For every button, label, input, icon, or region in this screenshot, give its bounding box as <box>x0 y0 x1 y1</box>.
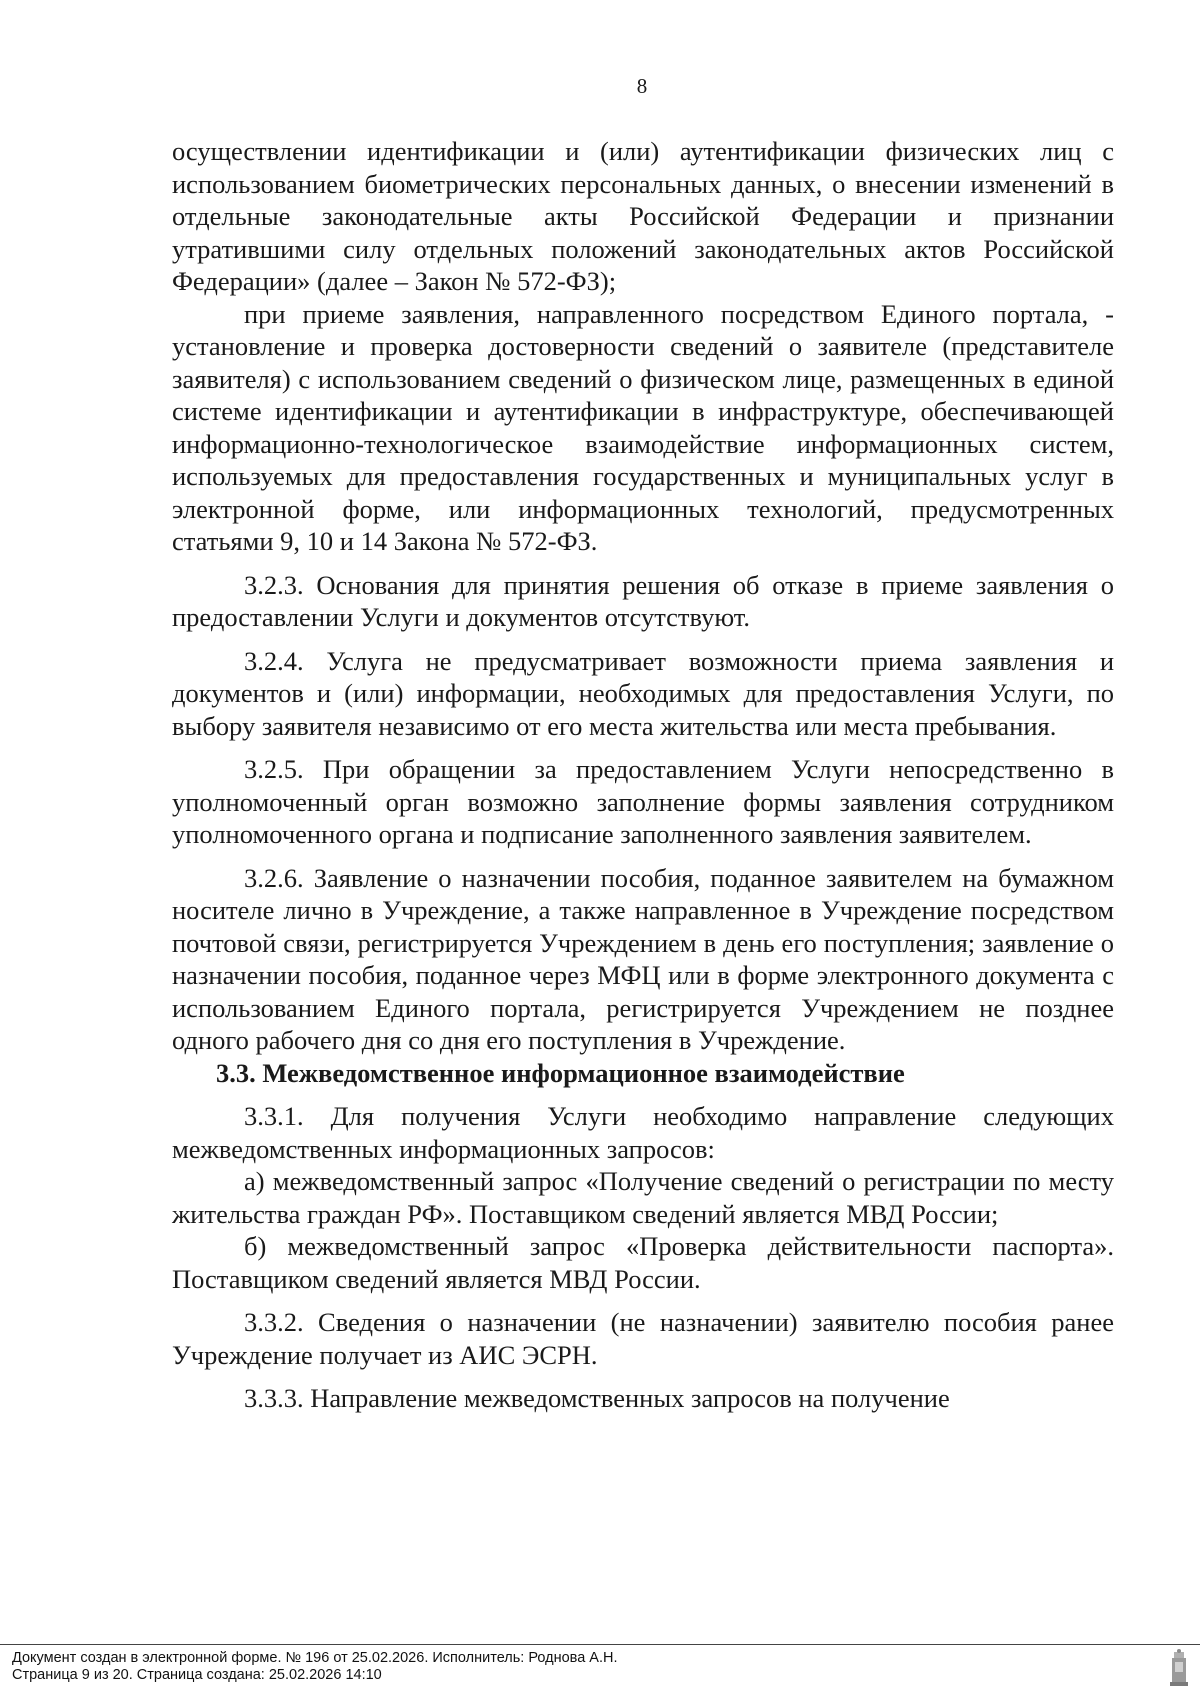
paragraph-3-3-1-b: б) межведомственный запрос «Проверка действительности паспорта». Поставщиком сведений является МВД России. <box>172 1231 1114 1294</box>
document-footer <box>0 1644 1200 1684</box>
paragraph-3-3-1-a: а) межведомственный запрос «Получение сведений о регистрации по месту жительства граждан РФ». Поставщиком сведений является МВД России; <box>172 1166 1114 1229</box>
document-body <box>172 135 1114 1415</box>
paragraph-3-2-6: 3.2.6. Заявление о назначении пособия, поданное заявителем на бумажном носителе лично в Учреждение, а также направленное в Учреждение посредством почтовой связи, регистрируется Учреждением в день его поступления; заявление о назначении пособия, поданное через МФЦ или в форме электронного документа с использованием Единого портала, регистрируется Учреждением не позднее одного рабочего дня со дня его поступления в Учреждение. <box>172 862 1114 1055</box>
footer-page-info: Страница 9 из 20. Страница создана: 25.02.2026 14:10 <box>12 1667 382 1683</box>
paragraph-3-2-4: 3.2.4. Услуга не предусматривает возможности приема заявления и документов и (или) информации, необходимых для предоставления Услуги, по выбору заявителя независимо от его места жительства или места пребывания. <box>172 645 1114 741</box>
paragraph-3-2-5: 3.2.5. При обращении за предоставлением Услуги непосредственно в уполномоченный орган возможно заполнение формы заявления сотрудником уполномоченного органа и подписание заполненного заявления заявителем. <box>172 754 1114 849</box>
paragraph-3-3-1: 3.3.1. Для получения Услуги необходимо направление следующих межведомственных информационных запросов: <box>172 1101 1114 1164</box>
paragraph-3-2-3: 3.2.3. Основания для принятия решения об отказе в приеме заявления о предоставлении Услуги и документов отсутствуют. <box>172 569 1114 632</box>
section-heading-3-3: 3.3. Межведомственное информационное взаимодействие <box>216 1057 905 1088</box>
paragraph-3-3-3: 3.3.3. Направление межведомственных запросов на получение <box>244 1383 950 1413</box>
page-number: 8 <box>636 74 648 98</box>
paragraph-continuation: осуществлении идентификации и (или) аутентификации физических лиц с использованием биометрических персональных данных, о внесении изменений в отдельные законодательные акты Российской Федерации и признании утратившими силу отдельных положений законодательных актов Российской Федерации» (далее – Закон № 572-ФЗ); <box>172 136 1114 296</box>
paragraph-portal-verification: при приеме заявления, направленного посредством Единого портала, - установление и проверка достоверности сведений о заявителе (представителе заявителя) с использованием сведений о физическом лице, размещенных в единой системе идентификации и аутентификации в инфраструктуре, обеспечивающей информационно-технологическое взаимодействие информационных систем, используемых для предоставления государственных и муниципальных услуг в электронной форме, или информационных технологий, предусмотренных статьями 9, 10 и 14 Закона № 572-ФЗ. <box>172 298 1114 556</box>
coat-of-arms-icon <box>1168 1648 1190 1688</box>
paragraph-3-3-2: 3.3.2. Сведения о назначении (не назначении) заявителю пособия ранее Учреждение получает из АИС ЭСРН. <box>172 1307 1114 1370</box>
footer-document-info: Документ создан в электронной форме. № 196 от 25.02.2026. Исполнитель: Роднова А.Н. <box>12 1650 618 1666</box>
